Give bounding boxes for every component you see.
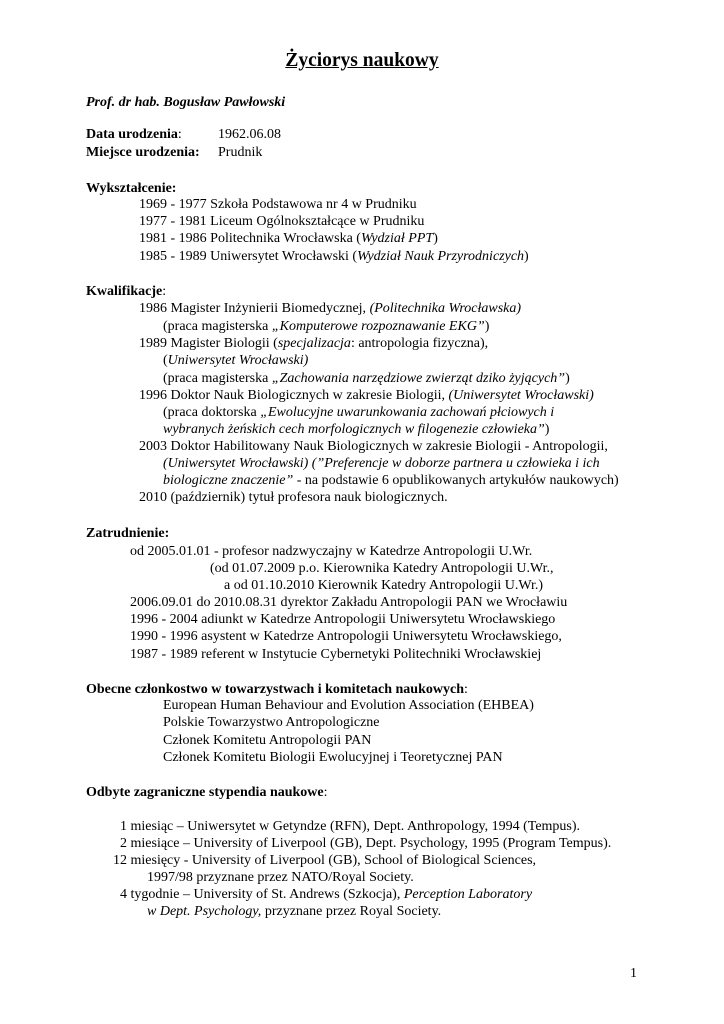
employment-line: 1996 - 2004 adiunkt w Katedrze Antropologii Uniwersytetu Wrocławskiego — [130, 612, 556, 627]
birth-date-label: Data urodzenia — [86, 127, 178, 142]
page-number: 1 — [630, 966, 637, 981]
fellowship-line: 2 miesiące – University of Liverpool (GB), Dept. Psychology, 1995 (Program Tempus). — [120, 836, 612, 851]
qualifications-heading: Kwalifikacje: — [86, 284, 167, 299]
fellowship-line: w Dept. Psychology, przyznane przez Royal Society. — [147, 904, 442, 919]
fellowship-line: 1 miesiąc – Uniwersytet w Getyndze (RFN), Dept. Anthropology, 1994 (Tempus). — [120, 819, 581, 834]
qualification-line: (Uniwersytet Wrocławski) (”Preferencje w doborze partnera u człowieka i ich — [163, 456, 600, 471]
membership-item: Członek Komitetu Antropologii PAN — [163, 733, 372, 748]
membership-item: European Human Behaviour and Evolution Association (EHBEA) — [163, 698, 534, 713]
employment-line: (od 01.07.2009 p.o. Kierownika Katedry Antropologii U.Wr., — [210, 561, 554, 576]
education-heading: Wykształcenie: — [86, 181, 177, 196]
qualification-line: 1986 Magister Inżynierii Biomedycznej, (Politechnika Wrocławska) — [139, 301, 522, 316]
birth-place-value: Prudnik — [218, 145, 263, 160]
employment-line: 2006.09.01 do 2010.08.31 dyrektor Zakładu Antropologii PAN we Wrocławiu — [130, 595, 568, 610]
qualification-line: biologiczne znaczenie” - na podstawie 6 opublikowanych artykułów naukowych) — [163, 473, 619, 488]
fellowship-line: 12 miesięcy - University of Liverpool (GB), School of Biological Sciences, — [113, 853, 537, 868]
education-item: 1981 - 1986 Politechnika Wrocławska (Wydział PPT) — [139, 231, 438, 246]
qualification-line: 1996 Doktor Nauk Biologicznych w zakresie Biologii, (Uniwersytet Wrocławski) — [139, 388, 594, 403]
page-title: Życiorys naukowy — [285, 50, 439, 71]
education-item: 1977 - 1981 Liceum Ogólnokształcące w Prudniku — [139, 214, 425, 229]
fellowships-heading: Odbyte zagraniczne stypendia naukowe: — [86, 785, 328, 800]
employment-heading: Zatrudnienie: — [86, 526, 170, 541]
fellowship-line: 1997/98 przyznane przez NATO/Royal Society. — [147, 870, 414, 885]
qualification-line: (praca doktorska „Ewolucyjne uwarunkowania zachowań płciowych i — [163, 405, 555, 420]
employment-line: 1990 - 1996 asystent w Katedrze Antropologii Uniwersytetu Wrocławskiego, — [130, 629, 562, 644]
fellowship-line: 4 tygodnie – University of St. Andrews (Szkocja), Perception Laboratory — [120, 887, 533, 902]
membership-item: Członek Komitetu Biologii Ewolucyjnej i Teoretycznej PAN — [163, 750, 503, 765]
employment-line: 1987 - 1989 referent w Instytucie Cybernetyki Politechniki Wrocławskiej — [130, 647, 542, 662]
qualification-line: 2010 (październik) tytuł profesora nauk biologicznych. — [139, 490, 448, 505]
employment-line: od 2005.01.01 - profesor nadzwyczajny w Katedrze Antropologii U.Wr. — [130, 544, 533, 559]
education-item: 1985 - 1989 Uniwersytet Wrocławski (Wydział Nauk Przyrodniczych) — [139, 249, 529, 264]
education-item: 1969 - 1977 Szkoła Podstawowa nr 4 w Prudniku — [139, 197, 417, 212]
birth-place-label: Miejsce urodzenia: — [86, 145, 200, 160]
qualification-line: 2003 Doktor Habilitowany Nauk Biologicznych w zakresie Biologii - Antropologii, — [139, 439, 608, 454]
membership-item: Polskie Towarzystwo Antropologiczne — [163, 715, 380, 730]
memberships-heading: Obecne członkostwo w towarzystwach i komitetach naukowych: — [86, 682, 468, 697]
author-name: Prof. dr hab. Bogusław Pawłowski — [86, 95, 286, 110]
qualification-line: wybranych żeńskich cech morfologicznych w filogenezie człowieka”) — [163, 422, 550, 437]
birth-date-value: 1962.06.08 — [218, 127, 281, 142]
qualification-line: (Uniwersytet Wrocławski) — [163, 353, 309, 368]
qualification-line: 1989 Magister Biologii (specjalizacja: antropologia fizyczna), — [139, 336, 489, 351]
birth-date-colon: : — [177, 127, 182, 142]
birth-date-row — [86, 126, 182, 143]
employment-line: a od 01.10.2010 Kierownik Katedry Antropologii U.Wr.) — [224, 578, 544, 593]
qualification-line: (praca magisterska „Zachowania narzędziowe zwierząt dziko żyjących”) — [163, 371, 570, 386]
qualification-line: (praca magisterska „Komputerowe rozpoznawanie EKG”) — [163, 319, 490, 334]
